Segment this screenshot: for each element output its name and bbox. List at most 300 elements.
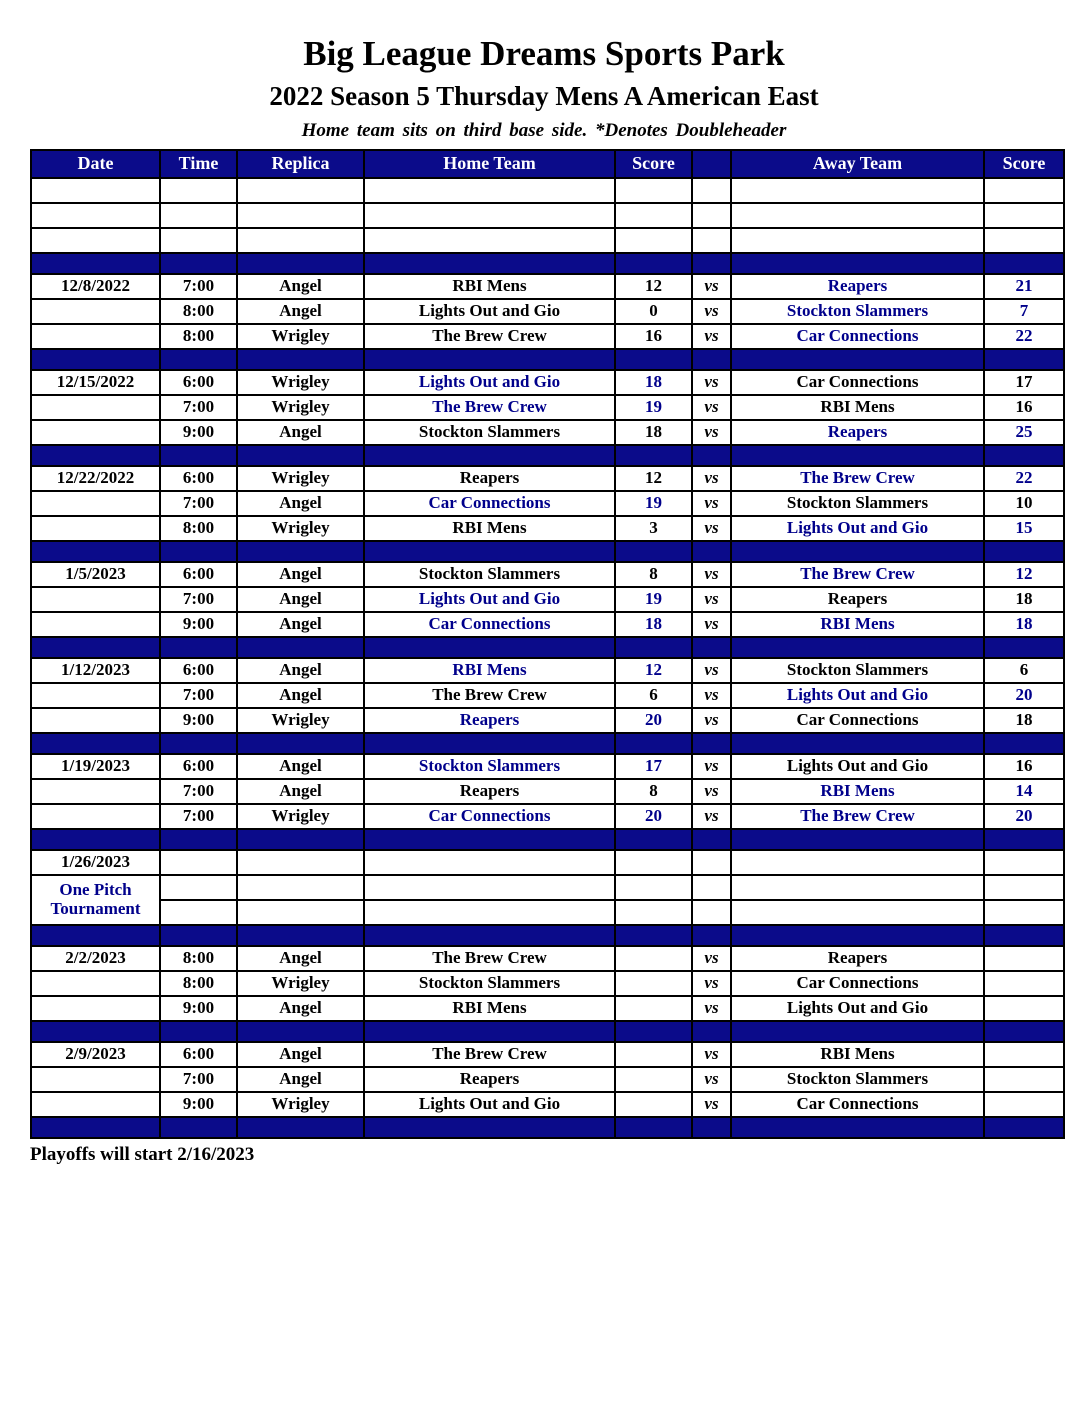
- vs-cell: vs: [692, 299, 731, 324]
- time-cell: 8:00: [160, 299, 237, 324]
- date-cell: 12/8/2022: [31, 274, 160, 299]
- game-row: [31, 612, 1064, 637]
- away-team-cell: RBI Mens: [731, 779, 984, 804]
- vs-cell: vs: [692, 779, 731, 804]
- away-score-cell: 20: [984, 683, 1064, 708]
- separator-cell: [731, 829, 984, 850]
- separator-row: [31, 1021, 1064, 1042]
- time-cell: [160, 875, 237, 900]
- date-cell: [31, 996, 160, 1021]
- replica-cell: Angel: [237, 612, 364, 637]
- home-team-cell: The Brew Crew: [364, 1042, 615, 1067]
- away-team-cell: Stockton Slammers: [731, 1067, 984, 1092]
- game-row: [31, 683, 1064, 708]
- separator-cell: [364, 253, 615, 274]
- replica-cell: [237, 228, 364, 253]
- separator-cell: [160, 829, 237, 850]
- vs-cell: [692, 850, 731, 875]
- schedule-table: [30, 149, 1065, 1139]
- home-score-cell: 12: [615, 466, 692, 491]
- game-row: [31, 491, 1064, 516]
- time-cell: 7:00: [160, 804, 237, 829]
- separator-cell: [160, 1021, 237, 1042]
- game-row: [31, 324, 1064, 349]
- away-team-cell: The Brew Crew: [731, 562, 984, 587]
- separator-row: [31, 349, 1064, 370]
- away-score-cell: 17: [984, 370, 1064, 395]
- replica-cell: [237, 203, 364, 228]
- away-team-cell: [731, 203, 984, 228]
- home-score-cell: [615, 1092, 692, 1117]
- away-score-cell: 21: [984, 274, 1064, 299]
- replica-cell: Angel: [237, 658, 364, 683]
- date-cell: 12/22/2022: [31, 466, 160, 491]
- time-cell: 7:00: [160, 274, 237, 299]
- time-cell: 6:00: [160, 754, 237, 779]
- separator-cell: [692, 925, 731, 946]
- replica-cell: Wrigley: [237, 708, 364, 733]
- home-score-cell: [615, 971, 692, 996]
- home-score-cell: 20: [615, 804, 692, 829]
- separator-cell: [237, 445, 364, 466]
- home-team-cell: The Brew Crew: [364, 395, 615, 420]
- date-cell: [31, 1092, 160, 1117]
- separator-cell: [731, 349, 984, 370]
- empty-row: [31, 178, 1064, 203]
- home-team-cell: Reapers: [364, 779, 615, 804]
- away-team-cell: [731, 900, 984, 925]
- vs-cell: vs: [692, 1042, 731, 1067]
- separator-cell: [237, 829, 364, 850]
- vs-cell: vs: [692, 683, 731, 708]
- home-score-cell: [615, 228, 692, 253]
- away-score-cell: 6: [984, 658, 1064, 683]
- separator-cell: [31, 733, 160, 754]
- separator-cell: [984, 733, 1064, 754]
- game-row: [31, 1092, 1064, 1117]
- away-score-cell: [984, 946, 1064, 971]
- game-row: [31, 466, 1064, 491]
- away-score-cell: [984, 971, 1064, 996]
- time-cell: 6:00: [160, 658, 237, 683]
- home-team-cell: [364, 900, 615, 925]
- season-subtitle: 2022 Season 5 Thursday Mens A American East: [269, 80, 819, 111]
- date-cell: 2/2/2023: [31, 946, 160, 971]
- separator-cell: [160, 253, 237, 274]
- date-cell: [31, 395, 160, 420]
- playoffs-footer-note: Playoffs will start 2/16/2023: [30, 1144, 255, 1166]
- date-cell: 1/26/2023: [31, 850, 160, 875]
- vs-cell: vs: [692, 754, 731, 779]
- away-score-cell: [984, 1092, 1064, 1117]
- separator-cell: [364, 1021, 615, 1042]
- away-team-cell: The Brew Crew: [731, 466, 984, 491]
- time-cell: 7:00: [160, 491, 237, 516]
- separator-cell: [984, 349, 1064, 370]
- game-row: [31, 1067, 1064, 1092]
- separator-cell: [615, 1021, 692, 1042]
- separator-row: [31, 445, 1064, 466]
- separator-cell: [31, 829, 160, 850]
- game-row: [31, 754, 1064, 779]
- home-team-cell: Stockton Slammers: [364, 754, 615, 779]
- home-team-cell: Reapers: [364, 708, 615, 733]
- time-cell: 6:00: [160, 370, 237, 395]
- separator-cell: [692, 541, 731, 562]
- time-cell: 7:00: [160, 683, 237, 708]
- time-cell: 8:00: [160, 516, 237, 541]
- away-team-cell: Car Connections: [731, 370, 984, 395]
- separator-cell: [31, 445, 160, 466]
- replica-cell: Wrigley: [237, 1092, 364, 1117]
- separator-cell: [615, 637, 692, 658]
- date-cell: [31, 708, 160, 733]
- separator-cell: [237, 1021, 364, 1042]
- home-team-cell: Car Connections: [364, 491, 615, 516]
- date-cell: [31, 587, 160, 612]
- away-team-cell: Reapers: [731, 587, 984, 612]
- time-cell: 9:00: [160, 420, 237, 445]
- home-score-cell: 8: [615, 779, 692, 804]
- time-cell: 9:00: [160, 996, 237, 1021]
- separator-cell: [160, 925, 237, 946]
- away-team-cell: Reapers: [731, 946, 984, 971]
- date-cell: 2/9/2023: [31, 1042, 160, 1067]
- date-cell: [31, 612, 160, 637]
- home-team-cell: Car Connections: [364, 804, 615, 829]
- away-team-cell: Car Connections: [731, 324, 984, 349]
- home-score-cell: 6: [615, 683, 692, 708]
- tournament-label-row: [31, 875, 1064, 900]
- replica-cell: Angel: [237, 562, 364, 587]
- game-row: [31, 516, 1064, 541]
- replica-cell: Wrigley: [237, 516, 364, 541]
- away-score-cell: 16: [984, 754, 1064, 779]
- vs-cell: vs: [692, 1067, 731, 1092]
- separator-row: [31, 829, 1064, 850]
- separator-cell: [364, 829, 615, 850]
- replica-cell: Angel: [237, 946, 364, 971]
- vs-cell: vs: [692, 946, 731, 971]
- replica-cell: Angel: [237, 420, 364, 445]
- away-team-cell: [731, 178, 984, 203]
- home-team-cell: [364, 178, 615, 203]
- separator-cell: [364, 637, 615, 658]
- separator-cell: [160, 637, 237, 658]
- away-score-cell: [984, 900, 1064, 925]
- away-score-cell: 12: [984, 562, 1064, 587]
- away-team-cell: Stockton Slammers: [731, 299, 984, 324]
- vs-cell: vs: [692, 587, 731, 612]
- replica-cell: Angel: [237, 1067, 364, 1092]
- separator-cell: [615, 925, 692, 946]
- separator-cell: [692, 253, 731, 274]
- date-cell: [31, 971, 160, 996]
- home-score-cell: 12: [615, 274, 692, 299]
- replica-cell: Angel: [237, 779, 364, 804]
- home-score-cell: 12: [615, 658, 692, 683]
- home-score-cell: 18: [615, 612, 692, 637]
- separator-cell: [615, 349, 692, 370]
- game-row: [31, 971, 1064, 996]
- date-cell: [31, 779, 160, 804]
- time-cell: [160, 228, 237, 253]
- game-row: [31, 587, 1064, 612]
- away-team-cell: Reapers: [731, 274, 984, 299]
- home-team-cell: RBI Mens: [364, 516, 615, 541]
- away-score-cell: 18: [984, 587, 1064, 612]
- game-row: [31, 420, 1064, 445]
- header-col-away-team: Away Team: [731, 150, 984, 178]
- home-team-cell: [364, 203, 615, 228]
- home-score-cell: [615, 178, 692, 203]
- home-team-cell: Reapers: [364, 466, 615, 491]
- replica-cell: Angel: [237, 299, 364, 324]
- away-score-cell: [984, 228, 1064, 253]
- away-score-cell: [984, 996, 1064, 1021]
- separator-cell: [731, 1021, 984, 1042]
- vs-cell: vs: [692, 324, 731, 349]
- time-cell: [160, 850, 237, 875]
- home-team-cell: Lights Out and Gio: [364, 299, 615, 324]
- separator-cell: [31, 925, 160, 946]
- separator-cell: [160, 541, 237, 562]
- date-cell: [31, 1067, 160, 1092]
- home-team-cell: [364, 228, 615, 253]
- separator-cell: [31, 253, 160, 274]
- vs-cell: vs: [692, 274, 731, 299]
- schedule-table-body: [31, 178, 1064, 1138]
- away-team-cell: Car Connections: [731, 708, 984, 733]
- away-team-cell: [731, 875, 984, 900]
- away-score-cell: [984, 850, 1064, 875]
- separator-cell: [31, 1021, 160, 1042]
- away-score-cell: [984, 1042, 1064, 1067]
- separator-cell: [160, 445, 237, 466]
- away-score-cell: [984, 203, 1064, 228]
- away-team-cell: The Brew Crew: [731, 804, 984, 829]
- home-team-note: Home team sits on third base side. *Denotes Doubleheader: [301, 120, 787, 142]
- separator-cell: [364, 925, 615, 946]
- separator-cell: [984, 1021, 1064, 1042]
- separator-cell: [692, 1021, 731, 1042]
- replica-cell: [237, 178, 364, 203]
- date-cell: [31, 516, 160, 541]
- home-score-cell: [615, 946, 692, 971]
- home-score-cell: [615, 900, 692, 925]
- separator-cell: [984, 829, 1064, 850]
- away-team-cell: RBI Mens: [731, 395, 984, 420]
- time-cell: 7:00: [160, 587, 237, 612]
- separator-row: [31, 253, 1064, 274]
- vs-cell: [692, 203, 731, 228]
- away-score-cell: 22: [984, 324, 1064, 349]
- separator-cell: [692, 637, 731, 658]
- replica-cell: Wrigley: [237, 395, 364, 420]
- date-cell: 1/5/2023: [31, 562, 160, 587]
- vs-cell: [692, 900, 731, 925]
- away-score-cell: 22: [984, 466, 1064, 491]
- home-score-cell: 0: [615, 299, 692, 324]
- time-cell: 8:00: [160, 971, 237, 996]
- separator-cell: [615, 1117, 692, 1138]
- away-score-cell: 15: [984, 516, 1064, 541]
- time-cell: 6:00: [160, 1042, 237, 1067]
- game-row: [31, 274, 1064, 299]
- away-score-cell: [984, 1067, 1064, 1092]
- replica-cell: Wrigley: [237, 324, 364, 349]
- away-score-cell: 14: [984, 779, 1064, 804]
- away-team-cell: RBI Mens: [731, 612, 984, 637]
- header-col-date: Date: [31, 150, 160, 178]
- home-score-cell: [615, 875, 692, 900]
- replica-cell: Angel: [237, 683, 364, 708]
- vs-cell: vs: [692, 1092, 731, 1117]
- time-cell: [160, 900, 237, 925]
- separator-cell: [237, 637, 364, 658]
- date-cell: [31, 683, 160, 708]
- away-team-cell: Stockton Slammers: [731, 491, 984, 516]
- separator-cell: [615, 829, 692, 850]
- separator-cell: [31, 541, 160, 562]
- separator-cell: [237, 349, 364, 370]
- away-score-cell: [984, 875, 1064, 900]
- separator-cell: [160, 349, 237, 370]
- away-score-cell: 25: [984, 420, 1064, 445]
- home-team-cell: RBI Mens: [364, 658, 615, 683]
- away-score-cell: 10: [984, 491, 1064, 516]
- vs-cell: vs: [692, 395, 731, 420]
- away-team-cell: Lights Out and Gio: [731, 996, 984, 1021]
- separator-cell: [692, 349, 731, 370]
- away-team-cell: Reapers: [731, 420, 984, 445]
- separator-cell: [731, 733, 984, 754]
- away-team-cell: Car Connections: [731, 971, 984, 996]
- home-team-cell: The Brew Crew: [364, 324, 615, 349]
- home-score-cell: 8: [615, 562, 692, 587]
- date-cell: [31, 228, 160, 253]
- table-header-row: [31, 150, 1064, 178]
- date-cell: [31, 299, 160, 324]
- date-cell: [31, 178, 160, 203]
- away-score-cell: 7: [984, 299, 1064, 324]
- away-score-cell: 18: [984, 612, 1064, 637]
- time-cell: 8:00: [160, 324, 237, 349]
- vs-cell: vs: [692, 996, 731, 1021]
- header-col-home-score: Score: [615, 150, 692, 178]
- date-cell: [31, 804, 160, 829]
- time-cell: 9:00: [160, 708, 237, 733]
- separator-cell: [364, 1117, 615, 1138]
- replica-cell: Wrigley: [237, 804, 364, 829]
- separator-cell: [731, 253, 984, 274]
- separator-cell: [692, 733, 731, 754]
- separator-cell: [364, 349, 615, 370]
- separator-cell: [237, 253, 364, 274]
- home-team-cell: Lights Out and Gio: [364, 1092, 615, 1117]
- replica-cell: [237, 875, 364, 900]
- empty-row: [31, 228, 1064, 253]
- separator-cell: [731, 1117, 984, 1138]
- time-cell: [160, 178, 237, 203]
- home-team-cell: RBI Mens: [364, 996, 615, 1021]
- separator-cell: [731, 445, 984, 466]
- vs-cell: vs: [692, 804, 731, 829]
- separator-cell: [364, 541, 615, 562]
- separator-cell: [731, 925, 984, 946]
- home-team-cell: Stockton Slammers: [364, 971, 615, 996]
- game-row: [31, 562, 1064, 587]
- separator-cell: [160, 733, 237, 754]
- separator-cell: [984, 1117, 1064, 1138]
- time-cell: 6:00: [160, 466, 237, 491]
- home-score-cell: 16: [615, 324, 692, 349]
- time-cell: 7:00: [160, 779, 237, 804]
- home-team-cell: RBI Mens: [364, 274, 615, 299]
- vs-cell: vs: [692, 971, 731, 996]
- game-row: [31, 996, 1064, 1021]
- label-row: [31, 850, 1064, 875]
- separator-cell: [615, 541, 692, 562]
- separator-cell: [692, 1117, 731, 1138]
- separator-cell: [984, 541, 1064, 562]
- game-row: [31, 299, 1064, 324]
- home-team-cell: Lights Out and Gio: [364, 587, 615, 612]
- separator-cell: [692, 829, 731, 850]
- vs-cell: vs: [692, 370, 731, 395]
- away-team-cell: [731, 850, 984, 875]
- replica-cell: [237, 850, 364, 875]
- away-score-cell: 20: [984, 804, 1064, 829]
- replica-cell: Angel: [237, 1042, 364, 1067]
- replica-cell: [237, 900, 364, 925]
- separator-row: [31, 1117, 1064, 1138]
- game-row: [31, 658, 1064, 683]
- time-cell: [160, 203, 237, 228]
- home-score-cell: 18: [615, 420, 692, 445]
- separator-cell: [984, 637, 1064, 658]
- replica-cell: Wrigley: [237, 466, 364, 491]
- home-score-cell: [615, 996, 692, 1021]
- game-row: [31, 708, 1064, 733]
- vs-cell: vs: [692, 562, 731, 587]
- separator-cell: [237, 925, 364, 946]
- date-cell: [31, 491, 160, 516]
- vs-cell: vs: [692, 420, 731, 445]
- header-col-home-team: Home Team: [364, 150, 615, 178]
- separator-cell: [984, 253, 1064, 274]
- separator-cell: [237, 541, 364, 562]
- separator-cell: [160, 1117, 237, 1138]
- separator-cell: [692, 445, 731, 466]
- time-cell: 9:00: [160, 612, 237, 637]
- separator-cell: [615, 733, 692, 754]
- date-cell: 12/15/2022: [31, 370, 160, 395]
- game-row: [31, 946, 1064, 971]
- game-row: [31, 370, 1064, 395]
- empty-row: [31, 203, 1064, 228]
- vs-cell: vs: [692, 491, 731, 516]
- home-team-cell: [364, 875, 615, 900]
- vs-cell: vs: [692, 658, 731, 683]
- away-team-cell: Car Connections: [731, 1092, 984, 1117]
- home-score-cell: 17: [615, 754, 692, 779]
- away-score-cell: 18: [984, 708, 1064, 733]
- vs-cell: vs: [692, 516, 731, 541]
- date-cell: [31, 324, 160, 349]
- separator-cell: [237, 1117, 364, 1138]
- time-cell: 7:00: [160, 1067, 237, 1092]
